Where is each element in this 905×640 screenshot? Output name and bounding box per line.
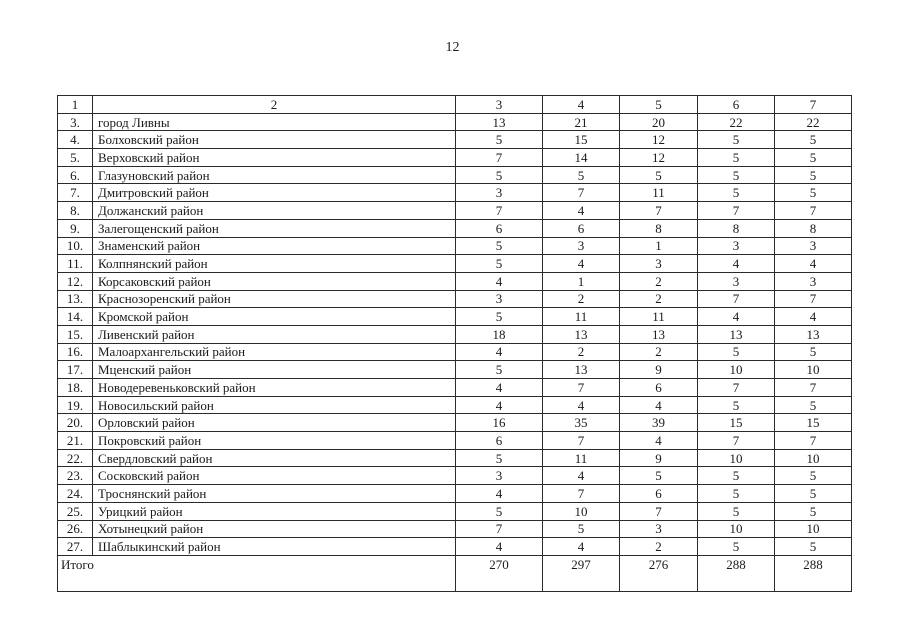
header-cell: 3 — [456, 96, 543, 114]
row-number: 20. — [58, 414, 93, 432]
value-cell: 2 — [620, 272, 698, 290]
value-cell: 4 — [620, 396, 698, 414]
value-cell: 5 — [775, 343, 852, 361]
value-cell: 13 — [775, 325, 852, 343]
district-name: Свердловский район — [93, 449, 456, 467]
table-row — [58, 485, 852, 503]
value-cell: 7 — [543, 485, 620, 503]
value-cell: 35 — [543, 414, 620, 432]
district-name: Дмитровский район — [93, 184, 456, 202]
value-cell: 15 — [543, 131, 620, 149]
district-name: Орловский район — [93, 414, 456, 432]
value-cell: 39 — [620, 414, 698, 432]
value-cell: 21 — [543, 113, 620, 131]
value-cell: 5 — [775, 485, 852, 503]
value-cell: 6 — [456, 219, 543, 237]
header-cell: 7 — [775, 96, 852, 114]
value-cell: 7 — [775, 432, 852, 450]
value-cell: 9 — [620, 449, 698, 467]
value-cell: 7 — [543, 432, 620, 450]
district-name: Новосильский район — [93, 396, 456, 414]
table-row — [58, 396, 852, 414]
district-name: Покровский район — [93, 432, 456, 450]
value-cell: 3 — [456, 290, 543, 308]
row-number: 11. — [58, 255, 93, 273]
value-cell: 2 — [543, 343, 620, 361]
value-cell: 11 — [620, 184, 698, 202]
value-cell: 5 — [456, 166, 543, 184]
table-row — [58, 379, 852, 397]
header-cell: 5 — [620, 96, 698, 114]
value-cell: 8 — [775, 219, 852, 237]
value-cell: 7 — [620, 202, 698, 220]
value-cell: 11 — [543, 308, 620, 326]
value-cell: 8 — [698, 219, 775, 237]
row-number: 9. — [58, 219, 93, 237]
table-row — [58, 449, 852, 467]
row-number: 27. — [58, 538, 93, 556]
value-cell: 5 — [698, 149, 775, 167]
district-name: Хотынецкий район — [93, 520, 456, 538]
table-row — [58, 149, 852, 167]
row-number: 3. — [58, 113, 93, 131]
value-cell: 5 — [775, 538, 852, 556]
value-cell: 4 — [543, 202, 620, 220]
value-cell: 4 — [698, 308, 775, 326]
value-cell: 3 — [456, 467, 543, 485]
value-cell: 5 — [775, 166, 852, 184]
value-cell: 13 — [698, 325, 775, 343]
district-name: Болховский район — [93, 131, 456, 149]
table-row — [58, 113, 852, 131]
district-name: Краснозоренский район — [93, 290, 456, 308]
value-cell: 5 — [775, 502, 852, 520]
district-table — [57, 95, 852, 592]
total-value: 276 — [620, 555, 698, 591]
value-cell: 10 — [775, 361, 852, 379]
table-row — [58, 272, 852, 290]
district-name: Корсаковский район — [93, 272, 456, 290]
value-cell: 4 — [456, 272, 543, 290]
value-cell: 7 — [698, 379, 775, 397]
value-cell: 9 — [620, 361, 698, 379]
value-cell: 5 — [698, 485, 775, 503]
value-cell: 5 — [775, 184, 852, 202]
value-cell: 5 — [698, 467, 775, 485]
value-cell: 5 — [775, 396, 852, 414]
row-number: 6. — [58, 166, 93, 184]
value-cell: 5 — [698, 131, 775, 149]
value-cell: 11 — [620, 308, 698, 326]
value-cell: 10 — [775, 520, 852, 538]
value-cell: 13 — [456, 113, 543, 131]
value-cell: 5 — [698, 166, 775, 184]
district-name: Верховский район — [93, 149, 456, 167]
value-cell: 7 — [456, 149, 543, 167]
value-cell: 5 — [456, 255, 543, 273]
value-cell: 7 — [698, 290, 775, 308]
value-cell: 5 — [456, 361, 543, 379]
value-cell: 3 — [620, 255, 698, 273]
value-cell: 3 — [456, 184, 543, 202]
value-cell: 8 — [620, 219, 698, 237]
district-name: город Ливны — [93, 113, 456, 131]
value-cell: 5 — [456, 502, 543, 520]
row-number: 18. — [58, 379, 93, 397]
value-cell: 3 — [775, 237, 852, 255]
value-cell: 4 — [456, 379, 543, 397]
table-row — [58, 237, 852, 255]
value-cell: 5 — [620, 467, 698, 485]
value-cell: 16 — [456, 414, 543, 432]
row-number: 15. — [58, 325, 93, 343]
total-value: 288 — [775, 555, 852, 591]
value-cell: 22 — [775, 113, 852, 131]
value-cell: 10 — [543, 502, 620, 520]
district-name: Знаменский район — [93, 237, 456, 255]
table-row — [58, 219, 852, 237]
page-number: 12 — [445, 40, 460, 55]
table-row — [58, 520, 852, 538]
value-cell: 5 — [775, 131, 852, 149]
value-cell: 11 — [543, 449, 620, 467]
value-cell: 10 — [698, 520, 775, 538]
total-value: 270 — [456, 555, 543, 591]
header-cell: 4 — [543, 96, 620, 114]
table-row — [58, 290, 852, 308]
value-cell: 3 — [620, 520, 698, 538]
row-number: 12. — [58, 272, 93, 290]
table-row — [58, 255, 852, 273]
value-cell: 5 — [698, 343, 775, 361]
value-cell: 5 — [698, 538, 775, 556]
value-cell: 3 — [543, 237, 620, 255]
row-number: 24. — [58, 485, 93, 503]
row-number: 19. — [58, 396, 93, 414]
table-row — [58, 343, 852, 361]
row-number: 14. — [58, 308, 93, 326]
value-cell: 13 — [620, 325, 698, 343]
district-name: Малоархангельский район — [93, 343, 456, 361]
value-cell: 5 — [698, 184, 775, 202]
value-cell: 4 — [456, 343, 543, 361]
value-cell: 5 — [620, 166, 698, 184]
table-row — [58, 414, 852, 432]
total-row — [58, 555, 852, 591]
value-cell: 6 — [620, 485, 698, 503]
value-cell: 2 — [620, 343, 698, 361]
district-name: Ливенский район — [93, 325, 456, 343]
district-name: Троснянский район — [93, 485, 456, 503]
value-cell: 7 — [543, 379, 620, 397]
value-cell: 4 — [543, 396, 620, 414]
value-cell: 12 — [620, 131, 698, 149]
value-cell: 14 — [543, 149, 620, 167]
row-number: 7. — [58, 184, 93, 202]
row-number: 23. — [58, 467, 93, 485]
header-cell: 2 — [93, 96, 456, 114]
value-cell: 12 — [620, 149, 698, 167]
value-cell: 7 — [620, 502, 698, 520]
district-name: Должанский район — [93, 202, 456, 220]
value-cell: 20 — [620, 113, 698, 131]
table-row — [58, 166, 852, 184]
value-cell: 7 — [698, 202, 775, 220]
value-cell: 18 — [456, 325, 543, 343]
district-name: Колпнянский район — [93, 255, 456, 273]
value-cell: 6 — [620, 379, 698, 397]
row-number: 22. — [58, 449, 93, 467]
value-cell: 4 — [775, 255, 852, 273]
value-cell: 5 — [775, 467, 852, 485]
district-name: Сосковский район — [93, 467, 456, 485]
table-row — [58, 538, 852, 556]
district-name: Новодеревеньковский район — [93, 379, 456, 397]
value-cell: 5 — [456, 308, 543, 326]
header-cell: 6 — [698, 96, 775, 114]
header-row — [58, 96, 852, 114]
value-cell: 4 — [543, 467, 620, 485]
value-cell: 1 — [620, 237, 698, 255]
row-number: 10. — [58, 237, 93, 255]
value-cell: 3 — [775, 272, 852, 290]
row-number: 4. — [58, 131, 93, 149]
table-row — [58, 202, 852, 220]
district-name: Урицкий район — [93, 502, 456, 520]
value-cell: 4 — [775, 308, 852, 326]
value-cell: 13 — [543, 361, 620, 379]
value-cell: 15 — [775, 414, 852, 432]
table-row — [58, 131, 852, 149]
value-cell: 10 — [698, 449, 775, 467]
value-cell: 22 — [698, 113, 775, 131]
value-cell: 4 — [456, 538, 543, 556]
value-cell: 5 — [543, 166, 620, 184]
value-cell: 4 — [620, 432, 698, 450]
value-cell: 4 — [456, 485, 543, 503]
value-cell: 4 — [543, 255, 620, 273]
row-number: 25. — [58, 502, 93, 520]
value-cell: 6 — [543, 219, 620, 237]
value-cell: 10 — [698, 361, 775, 379]
value-cell: 10 — [775, 449, 852, 467]
value-cell: 5 — [456, 237, 543, 255]
value-cell: 5 — [698, 502, 775, 520]
value-cell: 5 — [543, 520, 620, 538]
row-number: 26. — [58, 520, 93, 538]
table-row — [58, 184, 852, 202]
row-number: 17. — [58, 361, 93, 379]
row-number: 16. — [58, 343, 93, 361]
value-cell: 13 — [543, 325, 620, 343]
table-row — [58, 467, 852, 485]
table-row — [58, 308, 852, 326]
row-number: 8. — [58, 202, 93, 220]
district-name: Глазуновский район — [93, 166, 456, 184]
table-row — [58, 502, 852, 520]
total-label: Итого — [58, 555, 456, 591]
district-name: Шаблыкинский район — [93, 538, 456, 556]
row-number: 13. — [58, 290, 93, 308]
value-cell: 5 — [775, 149, 852, 167]
table-row — [58, 325, 852, 343]
district-name: Мценский район — [93, 361, 456, 379]
value-cell: 4 — [698, 255, 775, 273]
row-number: 5. — [58, 149, 93, 167]
value-cell: 7 — [775, 202, 852, 220]
value-cell: 7 — [775, 290, 852, 308]
value-cell: 7 — [543, 184, 620, 202]
row-number: 21. — [58, 432, 93, 450]
header-cell: 1 — [58, 96, 93, 114]
value-cell: 7 — [775, 379, 852, 397]
value-cell: 2 — [620, 538, 698, 556]
value-cell: 6 — [456, 432, 543, 450]
value-cell: 4 — [456, 396, 543, 414]
value-cell: 3 — [698, 237, 775, 255]
value-cell: 7 — [698, 432, 775, 450]
value-cell: 5 — [456, 449, 543, 467]
district-name: Залегощенский район — [93, 219, 456, 237]
value-cell: 2 — [543, 290, 620, 308]
value-cell: 5 — [698, 396, 775, 414]
value-cell: 2 — [620, 290, 698, 308]
district-name: Кромской район — [93, 308, 456, 326]
total-value: 297 — [543, 555, 620, 591]
value-cell: 7 — [456, 202, 543, 220]
value-cell: 5 — [456, 131, 543, 149]
table-row — [58, 432, 852, 450]
value-cell: 1 — [543, 272, 620, 290]
value-cell: 4 — [543, 538, 620, 556]
value-cell: 3 — [698, 272, 775, 290]
value-cell: 7 — [456, 520, 543, 538]
value-cell: 15 — [698, 414, 775, 432]
table-row — [58, 361, 852, 379]
total-value: 288 — [698, 555, 775, 591]
